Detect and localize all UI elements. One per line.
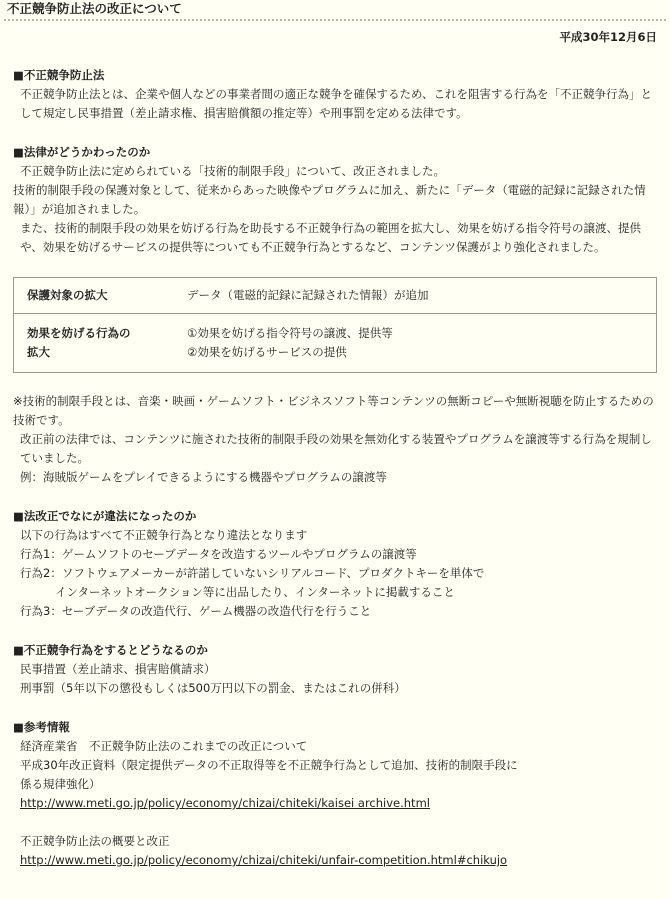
- table-row-value: [187, 314, 656, 372]
- page-title: 不正競争防止法の改正について: [7, 1, 182, 16]
- section-text: また、技術的制限手段の効果を妨げる行為を助長する不正競争行為の範囲を拡大し、効果を妨げる指令符号の譲渡、提供や、効果を妨げるサービスの提供等についても不正競争行為とするなど、コンテンツ保護がより強化されました。: [20, 221, 641, 254]
- table-row-label-line: 拡大: [27, 345, 50, 359]
- note-block: [13, 392, 657, 487]
- publish-date: 平成30年12月6日: [559, 30, 657, 44]
- section-penalties: [13, 641, 657, 698]
- note-example: 例：海賊版ゲームをプレイできるようにする機器やプログラムの譲渡等: [20, 470, 387, 484]
- section-heading: ■法改正でなにが違法になったのか: [13, 509, 197, 523]
- section-text: 技術的制限手段の保護対象として、従来からあった映像やプログラムに加え、新たに「データ（電磁的記録に記録された情報）」が追加されました。: [13, 183, 646, 216]
- amendment-table: [13, 277, 657, 373]
- table-row-label: [14, 314, 187, 372]
- list-item: 行為3：セーブデータの改造代行、ゲーム機器の改造代行を行うこと: [20, 604, 372, 618]
- article-body: [13, 66, 657, 870]
- section-references: [13, 718, 657, 870]
- table-row-label-line: 効果を妨げる行為の: [27, 326, 131, 340]
- section-what-became-illegal: [13, 507, 657, 621]
- section-text: 民事措置（差止請求、損害賠償請求）: [20, 662, 216, 676]
- note-text: ※技術的制限手段とは、音楽・映画・ゲームソフト・ビジネスソフト等コンテンツの無断コピーや無断視聴を防止するための技術です。: [13, 394, 654, 427]
- reference-desc: 係る規律強化）: [20, 777, 101, 791]
- section-heading: ■法律がどうかわったのか: [13, 145, 151, 159]
- list-item: 行為1：ゲームソフトのセーブデータを改造するツールやプログラムの譲渡等: [20, 547, 417, 561]
- section-text: 刑事罰（5年以下の懲役もしくは500万円以下の罰金、またはこれの併科）: [20, 681, 406, 695]
- reference-title: 不正競争防止法の概要と改正: [20, 834, 170, 848]
- section-text: 以下の行為はすべて不正競争行為となり違法となります: [20, 528, 308, 542]
- section-heading: ■参考情報: [13, 720, 70, 734]
- table-row-value-line: ①効果を妨げる指令符号の譲渡、提供等: [187, 326, 393, 340]
- section-what-changed: [13, 143, 657, 257]
- table-row: [14, 313, 656, 372]
- title-divider: [4, 19, 666, 21]
- table-row-label: 保護対象の拡大: [27, 288, 108, 302]
- list-item-continuation: インターネットオークション等に出品したり、インターネットに掲載すること: [55, 585, 455, 599]
- section-heading: ■不正競争防止法: [13, 68, 105, 82]
- reference-desc: 平成30年改正資料（限定提供データの不正取得等を不正競争行為として追加、技術的制限手段に: [20, 758, 518, 772]
- reference-link-2[interactable]: http://www.meti.go.jp/policy/economy/chizai/chiteki/unfair-competition.html#chikujo: [20, 853, 508, 867]
- table-row-value-line: ②効果を妨げるサービスの提供: [187, 345, 347, 359]
- table-row-value: データ（電磁的記録に記録された情報）が追加: [187, 288, 429, 302]
- reference-title: 経済産業省 不正競争防止法のこれまでの改正について: [20, 739, 308, 753]
- table-row: [14, 278, 656, 313]
- section-heading: ■不正競争行為をするとどうなるのか: [13, 643, 208, 657]
- list-item: 行為2：ソフトウェアメーカーが許諾していないシリアルコード、プロダクトキーを単体で: [20, 566, 485, 580]
- section-text: 不正競争防止法とは、企業や個人などの事業者間の適正な競争を確保するため、これを阻害する行為を「不正競争行為」として規定し民事措置（差止請求権、損害賠償額の推定等）や刑事罰を定める法律です。: [20, 87, 653, 120]
- section-text: 不正競争防止法に定められている「技術的制限手段」について、改正されました。: [20, 164, 446, 178]
- section-unfair-competition-law: [13, 66, 657, 123]
- reference-link-1[interactable]: http://www.meti.go.jp/policy/economy/chizai/chiteki/kaisei archive.html: [20, 796, 430, 810]
- note-text: 改正前の法律では、コンテンツに施された技術的制限手段の効果を無効化する装置やプログラムを譲渡等する行為を規制していました。: [20, 432, 652, 465]
